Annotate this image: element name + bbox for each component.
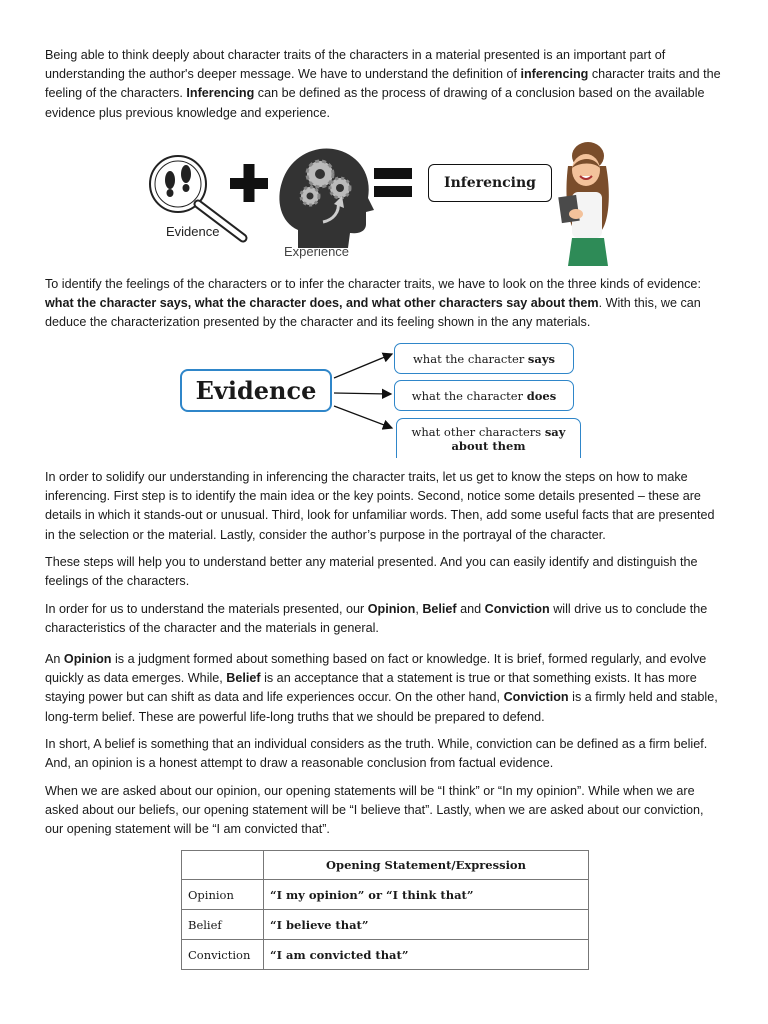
steps-summary-paragraph [45,553,725,591]
table-row-value: “I believe that” [264,910,589,940]
text-run: To identify the feelings of the characters or to infer the character traits, we have to look on the three kinds of evidence: [45,277,701,291]
table-header-row [182,851,589,880]
experience-caption: Experience [284,244,350,259]
plus-icon [230,164,268,202]
text-run: In order for us to understand the materials presented, our [45,602,368,616]
text-run: When we are asked about our opinion, our opening statements will be “I think” or “In my opinion”. While when we are asked about our beliefs, our opening statement will be “I believe that”. Lastly, when we are asked about our conviction, our opening statement will be “I am convicted that”. [45,784,704,837]
bold-term: inferencing [520,67,589,82]
table-row-value: “I am convicted that” [264,940,589,970]
definitions-paragraph [45,650,725,727]
table-row [182,940,589,970]
text-run: character traits and the feeling of the characters. [45,67,721,101]
evidence-paragraph [45,275,725,333]
head-gears-icon [279,148,374,248]
bold-term: Opinion [63,652,112,666]
text-run: . With this, we can deduce the characterization presented by the character and its feeling shown in the any materials. [45,296,701,330]
bold-term: Belief [226,671,261,686]
opening-statements-paragraph [45,782,725,840]
text-run: In short, A belief is something that an individual considers as the truth. While, conviction can be defined as a firm belief. And, an opinion is a honest attempt to draw a reasonable conclusion from factual evidence. [45,737,708,771]
others-say-bold: say [544,424,566,439]
text-run: is a firmly held and stable, long-term belief. These are powerful life-long truths that we should be prepared to defend. [45,690,718,724]
does-box [394,380,574,411]
others-about-bold: about them [451,438,526,453]
table-row-label: Conviction [182,940,264,970]
intro-paragraph [45,46,725,123]
does-bold-label: does [526,388,557,403]
text-run: is an acceptance that a statement is true or that something exists. It has more staying power but can shift as data and life experiences occur. On the other hand, [45,671,697,705]
says-label: what the character [412,351,528,366]
opinion-belief-conviction-intro [45,600,725,638]
text-run: In order to solidify our understanding in inferencing the character traits, let us get to know the steps on how to make inferencing. First step is to identify the main idea or the key points. Second, notice some details presented – these are details in which it stands-out or unusual. Third, look for unfamiliar words. Then, add some useful facts that are presented in the selection or the material. Lastly, consider the author’s purpose in the portrayal of the character. [45,470,715,542]
equals-icon [374,168,412,197]
inferencing-equation-graphic [148,138,628,266]
student-girl-illustration [558,142,609,266]
table-row-value: “I my opinion” or “I think that” [264,880,589,910]
inferencing-equation-figure [148,138,628,266]
text-run: , [415,602,423,616]
text-run: can be defined as the process of drawing of a conclusion based on the available evidence plus previous knowledge and experience. [45,86,705,120]
table-row [182,880,589,910]
says-box [394,343,574,374]
steps-paragraph [45,468,725,545]
inferencing-box: Inferencing [428,164,552,202]
in-short-paragraph [45,735,725,773]
says-bold-label: says [527,351,556,366]
table-row-label: Opinion [182,880,264,910]
table-row-label: Belief [182,910,264,940]
evidence-diagram [178,342,588,460]
bold-term: what the character says, what the character does, and what other characters say about them [45,296,599,311]
table-header: Opening Statement/Expression [264,851,589,880]
text-run: and [456,602,485,616]
bold-term: Opinion [367,602,416,616]
bold-term: Conviction [484,602,550,616]
bold-term: Belief [422,602,457,616]
text-run: These steps will help you to understand better any material presented. And you can easily identify and distinguish the feelings of the characters. [45,555,698,589]
bold-term: Conviction [503,690,569,705]
text-run: is a judgment formed about something based on fact or knowledge. It is brief, formed regularly, and evolve quickly as data emerges. While, [45,652,707,686]
bold-term: Inferencing [186,86,255,101]
table-header-empty [182,851,264,880]
others-label: what other characters [411,424,545,439]
evidence-main-box: Evidence [180,369,332,412]
text-run: will drive us to conclude the characteristics of the character and the materials in general. [45,602,708,636]
evidence-caption: Evidence [166,224,220,239]
text-run: Being able to think deeply about character traits of the characters in a material presented is an important part of understanding the author's deeper message. We have to understand the definition of [45,48,666,82]
text-run: An [45,652,64,666]
others-say-box [396,418,581,458]
table-row [182,910,589,940]
does-label: what the character [411,388,527,403]
opening-statement-table [181,850,589,970]
